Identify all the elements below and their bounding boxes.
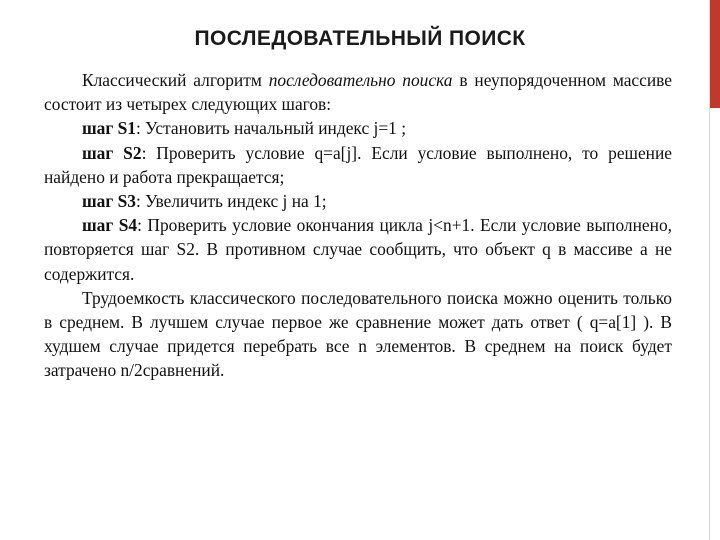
conclusion-paragraph: Трудоемкость классического последовательного поиска можно оценить только в среднем. В лучшем случае первое же сравнение может дать ответ ( q=a[1] ). В худшем случае придется перебрать все n элементов. В среднем на поиск будет затрачено n/2сравнений. (44, 287, 672, 381)
slide-title: ПОСЛЕДОВАТЕЛЬНЫЙ ПОИСК (194, 27, 526, 50)
step-s4-text: : Проверить условие окончания цикла j<n+1. Если условие выполнено, повторяется шаг S2. В противном случае сообщить, что объект q в массиве a не содержится. (44, 215, 672, 284)
step-s3-text: : Увеличить индекс j на 1; (136, 191, 327, 212)
step-s2-keyword: шаг S2 (82, 142, 142, 163)
step-s1 (44, 116, 672, 140)
step-s2 (44, 141, 672, 189)
intro-paragraph (44, 68, 672, 116)
intro-text-start: Классический алгоритм (82, 70, 269, 90)
step-s1-text: : Установить начальный индекс j=1 ; (136, 118, 407, 139)
step-s3 (44, 189, 672, 213)
step-s3-keyword: шаг S3 (82, 191, 136, 212)
step-s2-text: : Проверить условие q=a[j]. Если условие выполнено, то решение найдено и работа прекращается; (44, 142, 672, 187)
intro-emphasis: последовательно поиска (268, 70, 453, 90)
edge-divider (709, 0, 710, 540)
accent-bar (710, 0, 720, 108)
step-s4 (44, 213, 672, 286)
step-s1-keyword: шаг S1 (82, 118, 136, 139)
step-s4-keyword: шаг S4 (82, 215, 138, 236)
intro-text-end: в неупорядоченном массиве состоит из четырех следующих шагов: (44, 70, 672, 115)
slide-body (44, 68, 672, 383)
